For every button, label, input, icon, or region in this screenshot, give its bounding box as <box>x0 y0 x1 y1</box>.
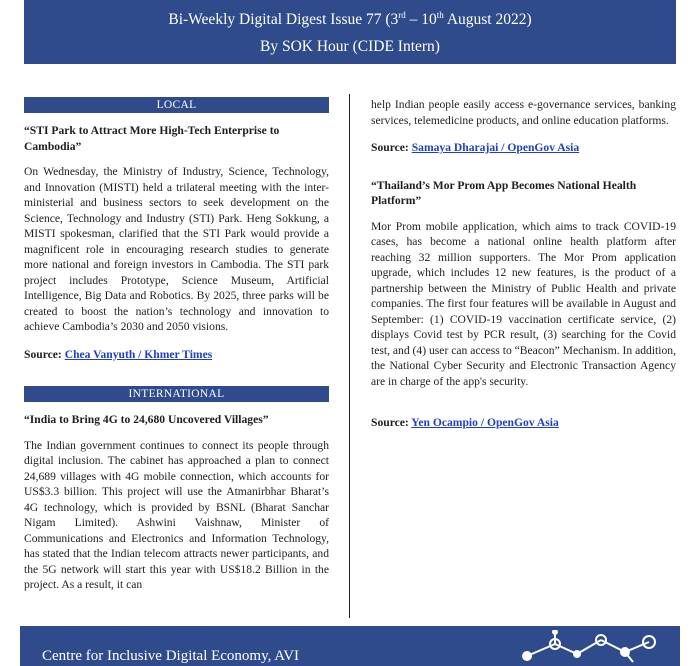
source-link[interactable]: Samaya Dharajai / OpenGov Asia <box>411 141 580 154</box>
byline: By SOK Hour (CIDE Intern) <box>260 38 440 55</box>
column-divider <box>349 94 350 618</box>
article-body: On Wednesday, the Ministry of Industry, Science, Technology, and Innovation (MISTI) held a trilateral meeting with the inter-ministerial and business sectors to seek development on the Science, Technology and Industry (STI) Park. Heng Sokkung, a MISTI spokesman, clarified that the STI Park would provide a magnificent role in encouraging research studies to generate more national and foreign investors in Cambodia. The STI park project includes Prototype, Science Museum, Artificial Intelligence, Big Data and Robotics. By 2025, three parks will be created to boost the nation’s technology and innovation to achieve Cambodia’s 2030 and 2050 visions. <box>24 165 329 333</box>
section-bar-local: LOCAL <box>24 97 329 113</box>
source-label: Source: <box>371 416 409 429</box>
right-column <box>371 97 676 431</box>
article-body: Mor Prom mobile application, which aims to track COVID-19 cases, has become a national online health platform after reaching 32 million supporters. The Mor Prom application upgrade, which includes 12 new features, is the product of a partnership between the Ministry of Public Health and private companies. The first four features will be available in August and September: (1) COVID-19 vaccination certificate service, (2) displays Covid test by PCR result, (3) searching for the Covid test, and (4) user can access to “Beacon” Mechanism. In addition, the National Cyber Security and Electronic Transaction Agency are in charge of the app's security. <box>371 219 676 388</box>
article-headline: “India to Bring 4G to 24,680 Uncovered Villages” <box>24 413 269 426</box>
article-continuation: help Indian people easily access e-governance services, banking services, telemedicine products, and online education platforms. <box>371 98 676 127</box>
header-band <box>24 0 676 64</box>
title-text: – 10 <box>405 11 437 29</box>
footer-band <box>20 626 680 666</box>
title-text: August 2022) <box>443 11 532 29</box>
article-source <box>24 347 329 363</box>
section-bar-international: INTERNATIONAL <box>24 386 329 402</box>
source-label: Source: <box>24 347 62 361</box>
left-column <box>24 97 329 593</box>
source-link[interactable]: Chea Vanyuth / Khmer Times <box>64 347 213 361</box>
source-link[interactable]: Yen Ocampio / OpenGov Asia <box>411 416 559 429</box>
article-headline: “STI Park to Attract More High-Tech Enterprise to Cambodia” <box>24 124 280 153</box>
article-source <box>371 140 676 156</box>
digest-title <box>24 10 676 29</box>
article-body: The Indian government continues to connect its people through digital inclusion. The cabinet has approached a plan to connect 24,689 villages with 4G mobile connection, which accounts for US$3.3 billion. This project will use the Atmanirbhar Bharat’s 4G technology, which is provided by BSNL (Bharat Sanchar Nigam Limited). Ashwini Vaishnaw, Minister of Communications and Electronics and Information Technology, has stated that the Indian telecom attracts newer participants, and the 5G network will start this year with US$18.2 Billion in the project. As a result, it can <box>24 438 329 591</box>
article-source <box>371 415 676 431</box>
title-text: Bi-Weekly Digital Digest Issue 77 (3 <box>168 11 399 29</box>
network-nodes-logo-icon <box>515 630 665 664</box>
footer-organization: Centre for Inclusive Digital Economy, AVI <box>42 648 300 664</box>
source-label: Source: <box>371 141 409 154</box>
title-superscript: rd <box>398 10 406 20</box>
title-superscript: th <box>436 10 444 20</box>
article-headline: “Thailand’s Mor Prom App Becomes National Health Platform” <box>371 178 637 207</box>
